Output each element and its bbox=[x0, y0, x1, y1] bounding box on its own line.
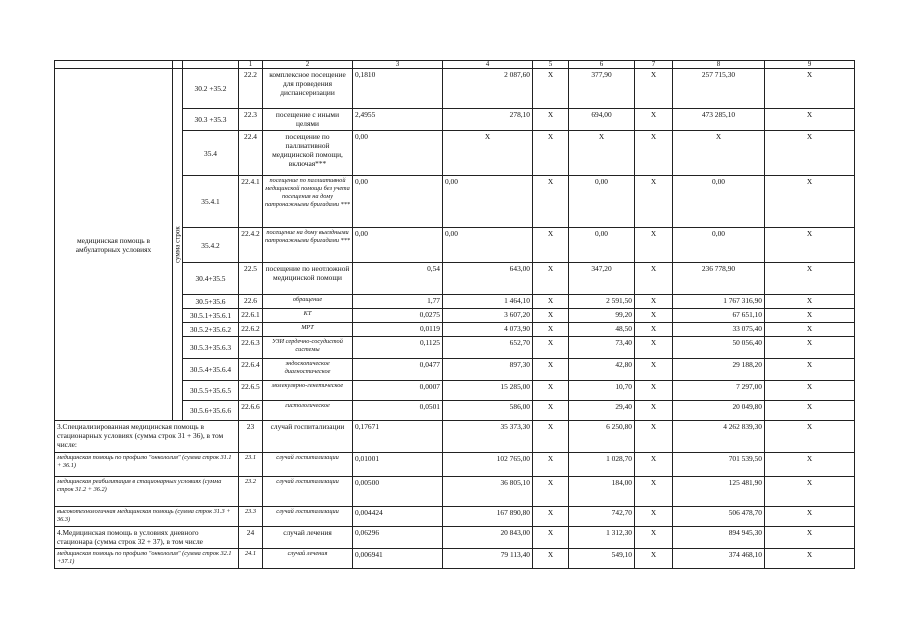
row-name: посещение по неотложной медицинской помощи bbox=[263, 263, 353, 295]
row-number: 23.1 bbox=[239, 453, 263, 477]
cell-c9: X bbox=[765, 295, 855, 309]
cell-c6: X bbox=[569, 131, 635, 176]
row-unit: случай госпитализации bbox=[263, 507, 353, 527]
col-header: 7 bbox=[635, 61, 673, 69]
cell-c7: X bbox=[635, 527, 673, 549]
cell-c5: X bbox=[533, 309, 569, 323]
row-name: КТ bbox=[263, 309, 353, 323]
cell-c7: X bbox=[635, 401, 673, 421]
cell-c6: 10,70 bbox=[569, 381, 635, 401]
cell-c5: X bbox=[533, 176, 569, 228]
cell-c6: 48,50 bbox=[569, 323, 635, 337]
cell-c7: X bbox=[635, 309, 673, 323]
cell-c4: 0,00 bbox=[443, 228, 533, 263]
row-code: 30.5.3+35.6.3 bbox=[183, 337, 239, 359]
cell-c6: 742,70 bbox=[569, 507, 635, 527]
row-name: обращение bbox=[263, 295, 353, 309]
cell-c4: 2 087,60 bbox=[443, 69, 533, 109]
row-name: комплексное посещение для проведения диспансеризации bbox=[263, 69, 353, 109]
cell-c3: 0,00 bbox=[353, 228, 443, 263]
cell-c8: 0,00 bbox=[673, 228, 765, 263]
row-number: 22.4 bbox=[239, 131, 263, 176]
row-number: 22.3 bbox=[239, 109, 263, 131]
cell-c9: X bbox=[765, 109, 855, 131]
cell-c8: 4 262 839,30 bbox=[673, 421, 765, 453]
cell-c9: X bbox=[765, 69, 855, 109]
section-label: медицинская помощь в амбулаторных условиях bbox=[55, 69, 173, 421]
cell-c8: 125 481,90 bbox=[673, 477, 765, 507]
cell-c9: X bbox=[765, 453, 855, 477]
cell-c9: X bbox=[765, 421, 855, 453]
cell-c6: 549,10 bbox=[569, 549, 635, 569]
cell-c5: X bbox=[533, 109, 569, 131]
col-header bbox=[173, 61, 183, 69]
table-row bbox=[55, 453, 855, 477]
cell-c5: X bbox=[533, 421, 569, 453]
cell-c8: 374 468,10 bbox=[673, 549, 765, 569]
cell-c8: 20 049,80 bbox=[673, 401, 765, 421]
row-name: МРТ bbox=[263, 323, 353, 337]
cell-c4: 652,70 bbox=[443, 337, 533, 359]
cell-c3: 1,77 bbox=[353, 295, 443, 309]
cell-c8: 473 285,10 bbox=[673, 109, 765, 131]
cell-c5: X bbox=[533, 359, 569, 381]
cell-c9: X bbox=[765, 549, 855, 569]
cell-c3: 0,1810 bbox=[353, 69, 443, 109]
cell-c5: X bbox=[533, 228, 569, 263]
cell-c5: X bbox=[533, 507, 569, 527]
cell-c4: 1 464,10 bbox=[443, 295, 533, 309]
cell-c8: X bbox=[673, 131, 765, 176]
row-code: 30.5.6+35.6.6 bbox=[183, 401, 239, 421]
cell-c8: 236 778,90 bbox=[673, 263, 765, 295]
cell-c4: 167 890,80 bbox=[443, 507, 533, 527]
col-header bbox=[183, 61, 239, 69]
cell-c5: X bbox=[533, 381, 569, 401]
cell-c6: 6 250,80 bbox=[569, 421, 635, 453]
cell-c9: X bbox=[765, 309, 855, 323]
cell-c5: X bbox=[533, 131, 569, 176]
cell-c5: X bbox=[533, 401, 569, 421]
cell-c3: 0,1125 bbox=[353, 337, 443, 359]
cell-c3: 0,54 bbox=[353, 263, 443, 295]
cell-c7: X bbox=[635, 263, 673, 295]
row-code: 30.2 +35.2 bbox=[183, 69, 239, 109]
subsection-title: медицинская помощь по профилю "онкология" (сумма строк 31.1 + 36.1) bbox=[55, 453, 239, 477]
row-name: гистологическое bbox=[263, 401, 353, 421]
cell-c9: X bbox=[765, 176, 855, 228]
cell-c3: 0,06296 bbox=[353, 527, 443, 549]
cell-c3: 0,0007 bbox=[353, 381, 443, 401]
col-header: 3 bbox=[353, 61, 443, 69]
row-unit: случай госпитализации bbox=[263, 477, 353, 507]
cell-c6: 0,00 bbox=[569, 228, 635, 263]
cell-c8: 0,00 bbox=[673, 176, 765, 228]
row-unit: случай госпитализации bbox=[263, 453, 353, 477]
cell-c8: 506 478,70 bbox=[673, 507, 765, 527]
row-code: 35.4.2 bbox=[183, 228, 239, 263]
cell-c7: X bbox=[635, 381, 673, 401]
row-number: 22.6.2 bbox=[239, 323, 263, 337]
cell-c9: X bbox=[765, 228, 855, 263]
cell-c6: 347,20 bbox=[569, 263, 635, 295]
subsection-title: медицинская помощь по профилю "онкология" (сумма строк 32.1 +37.1) bbox=[55, 549, 239, 569]
cell-c7: X bbox=[635, 69, 673, 109]
row-name: молекулярно-генетическое bbox=[263, 381, 353, 401]
cell-c9: X bbox=[765, 263, 855, 295]
cell-c7: X bbox=[635, 131, 673, 176]
cell-c3: 0,01001 bbox=[353, 453, 443, 477]
cell-c6: 1 312,30 bbox=[569, 527, 635, 549]
row-name: посещение на дому выездными патронажными бригадами *** bbox=[263, 228, 353, 263]
row-number: 23 bbox=[239, 421, 263, 453]
cell-c4: 0,00 bbox=[443, 176, 533, 228]
cell-c9: X bbox=[765, 131, 855, 176]
col-header: 1 bbox=[239, 61, 263, 69]
cell-c3: 0,00500 bbox=[353, 477, 443, 507]
cell-c9: X bbox=[765, 477, 855, 507]
cell-c4: 586,00 bbox=[443, 401, 533, 421]
cell-c5: X bbox=[533, 453, 569, 477]
row-code: 30.4+35.5 bbox=[183, 263, 239, 295]
row-number: 22.6.5 bbox=[239, 381, 263, 401]
table-row bbox=[55, 477, 855, 507]
cell-c5: X bbox=[533, 337, 569, 359]
col-header: 5 bbox=[533, 61, 569, 69]
cell-c4: 35 373,30 bbox=[443, 421, 533, 453]
cell-c6: 42,80 bbox=[569, 359, 635, 381]
cell-c3: 0,00 bbox=[353, 131, 443, 176]
cell-c8: 894 945,30 bbox=[673, 527, 765, 549]
row-number: 22.6.6 bbox=[239, 401, 263, 421]
col-header: 2 bbox=[263, 61, 353, 69]
cell-c6: 0,00 bbox=[569, 176, 635, 228]
row-number: 24 bbox=[239, 527, 263, 549]
row-code: 35.4 bbox=[183, 131, 239, 176]
row-name: посещение с иными целями bbox=[263, 109, 353, 131]
cell-c8: 701 539,50 bbox=[673, 453, 765, 477]
subsection-title: высокотехнологичная медицинская помощь (сумма строк 31.3 + 36.3) bbox=[55, 507, 239, 527]
table-row bbox=[55, 421, 855, 453]
cell-c9: X bbox=[765, 381, 855, 401]
cell-c9: X bbox=[765, 337, 855, 359]
cell-c7: X bbox=[635, 337, 673, 359]
cell-c7: X bbox=[635, 507, 673, 527]
row-name: посещение по паллиативной медицинской помощи без учета посещения на дому патронажными бригадами *** bbox=[263, 176, 353, 228]
table-row bbox=[55, 549, 855, 569]
cell-c5: X bbox=[533, 527, 569, 549]
section-title: 4.Медицинская помощь в условиях дневного стационара (сумма строк 32 + 37), в том числе bbox=[55, 527, 239, 549]
cell-c3: 0,0275 bbox=[353, 309, 443, 323]
cell-c3: 0,0119 bbox=[353, 323, 443, 337]
col-header: 4 bbox=[443, 61, 533, 69]
col-header bbox=[55, 61, 173, 69]
cell-c8: 67 651,10 bbox=[673, 309, 765, 323]
row-unit: случай госпитализации bbox=[263, 421, 353, 453]
cell-c7: X bbox=[635, 359, 673, 381]
row-code: 30.5.4+35.6.4 bbox=[183, 359, 239, 381]
row-number: 22.6.4 bbox=[239, 359, 263, 381]
row-number: 22.4.1 bbox=[239, 176, 263, 228]
row-number: 24.1 bbox=[239, 549, 263, 569]
cell-c3: 0,00 bbox=[353, 176, 443, 228]
cell-c4: X bbox=[443, 131, 533, 176]
cell-c7: X bbox=[635, 477, 673, 507]
cell-c5: X bbox=[533, 477, 569, 507]
cell-c7: X bbox=[635, 453, 673, 477]
cell-c9: X bbox=[765, 527, 855, 549]
row-number: 22.4.2 bbox=[239, 228, 263, 263]
cell-c6: 73,40 bbox=[569, 337, 635, 359]
col-header: 8 bbox=[673, 61, 765, 69]
cell-c7: X bbox=[635, 549, 673, 569]
col-header: 9 bbox=[765, 61, 855, 69]
row-code: 30.3 +35.3 bbox=[183, 109, 239, 131]
cell-c3: 2,4955 bbox=[353, 109, 443, 131]
cell-c9: X bbox=[765, 401, 855, 421]
row-number: 22.6.3 bbox=[239, 337, 263, 359]
cell-c7: X bbox=[635, 228, 673, 263]
cell-c8: 50 056,40 bbox=[673, 337, 765, 359]
table-row bbox=[55, 527, 855, 549]
cell-c7: X bbox=[635, 323, 673, 337]
cell-c4: 3 607,20 bbox=[443, 309, 533, 323]
row-name: эндоскопическое диагностическое bbox=[263, 359, 353, 381]
cell-c4: 102 765,00 bbox=[443, 453, 533, 477]
cell-c3: 0,0477 bbox=[353, 359, 443, 381]
table-row bbox=[55, 69, 855, 109]
column-number-row bbox=[55, 61, 855, 69]
row-number: 22.6 bbox=[239, 295, 263, 309]
row-number: 22.5 bbox=[239, 263, 263, 295]
cell-c6: 184,00 bbox=[569, 477, 635, 507]
row-unit: случай лечения bbox=[263, 549, 353, 569]
cell-c8: 1 767 316,90 bbox=[673, 295, 765, 309]
cell-c8: 7 297,00 bbox=[673, 381, 765, 401]
row-code: 30.5.1+35.6.1 bbox=[183, 309, 239, 323]
sum-rows-label: сумма строк bbox=[173, 69, 183, 421]
cell-c4: 897,30 bbox=[443, 359, 533, 381]
cell-c5: X bbox=[533, 549, 569, 569]
cell-c8: 33 075,40 bbox=[673, 323, 765, 337]
row-number: 22.6.1 bbox=[239, 309, 263, 323]
cell-c6: 99,20 bbox=[569, 309, 635, 323]
cell-c6: 694,00 bbox=[569, 109, 635, 131]
row-number: 22.2 bbox=[239, 69, 263, 109]
row-code: 30.5.5+35.6.5 bbox=[183, 381, 239, 401]
subsection-title: медицинская реабилитация в стационарных условиях (сумма строк 31.2 + 36.2) bbox=[55, 477, 239, 507]
cell-c8: 29 188,20 bbox=[673, 359, 765, 381]
row-number: 23.3 bbox=[239, 507, 263, 527]
cell-c4: 4 073,90 bbox=[443, 323, 533, 337]
row-name: посещение по паллиативной медицинской помощи, включая*** bbox=[263, 131, 353, 176]
cell-c5: X bbox=[533, 295, 569, 309]
cell-c9: X bbox=[765, 507, 855, 527]
row-code: 30.5.2+35.6.2 bbox=[183, 323, 239, 337]
cell-c3: 0,006941 bbox=[353, 549, 443, 569]
cell-c7: X bbox=[635, 295, 673, 309]
row-code: 35.4.1 bbox=[183, 176, 239, 228]
cell-c5: X bbox=[533, 323, 569, 337]
cell-c5: X bbox=[533, 263, 569, 295]
cell-c9: X bbox=[765, 323, 855, 337]
cell-c7: X bbox=[635, 421, 673, 453]
cell-c6: 2 591,50 bbox=[569, 295, 635, 309]
row-number: 23.2 bbox=[239, 477, 263, 507]
cell-c5: X bbox=[533, 69, 569, 109]
cell-c4: 15 285,00 bbox=[443, 381, 533, 401]
cell-c3: 0,0501 bbox=[353, 401, 443, 421]
cell-c3: 0,17671 bbox=[353, 421, 443, 453]
cell-c3: 0,004424 bbox=[353, 507, 443, 527]
cell-c6: 377,90 bbox=[569, 69, 635, 109]
tariff-table bbox=[54, 60, 855, 569]
cell-c4: 36 805,10 bbox=[443, 477, 533, 507]
col-header: 6 bbox=[569, 61, 635, 69]
cell-c8: 257 715,30 bbox=[673, 69, 765, 109]
table-row bbox=[55, 507, 855, 527]
cell-c4: 643,00 bbox=[443, 263, 533, 295]
cell-c6: 29,40 bbox=[569, 401, 635, 421]
row-name: УЗИ сердечно-сосудистой системы bbox=[263, 337, 353, 359]
cell-c7: X bbox=[635, 109, 673, 131]
cell-c4: 79 113,40 bbox=[443, 549, 533, 569]
section-title: 3.Специализированная медицинская помощь в стационарных условиях (сумма строк 31 + 36), в том числе: bbox=[55, 421, 239, 453]
cell-c4: 20 843,00 bbox=[443, 527, 533, 549]
cell-c4: 278,10 bbox=[443, 109, 533, 131]
cell-c6: 1 028,70 bbox=[569, 453, 635, 477]
row-unit: случай лечения bbox=[263, 527, 353, 549]
cell-c7: X bbox=[635, 176, 673, 228]
cell-c9: X bbox=[765, 359, 855, 381]
row-code: 30.5+35.6 bbox=[183, 295, 239, 309]
